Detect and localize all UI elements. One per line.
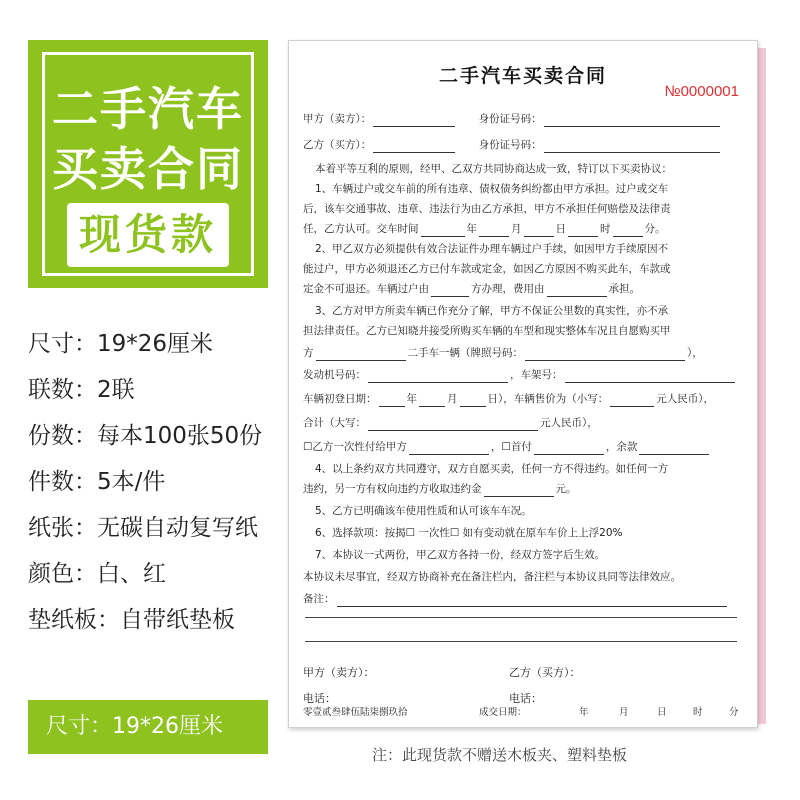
promo-frame xyxy=(42,52,254,276)
clause-8: 本协议未尽事宜，经双方协商补充在备注栏内，备注栏与本协议具同等法律效应。 xyxy=(303,571,681,583)
handover-day-field[interactable] xyxy=(524,225,554,237)
transfer-party-field[interactable] xyxy=(431,285,469,297)
handover-year-field[interactable] xyxy=(421,225,465,237)
spec-item: 垫纸板：自带纸垫板 xyxy=(28,606,235,633)
promo-panel xyxy=(28,40,268,288)
spec-item: 颜色：白、红 xyxy=(28,560,166,587)
signature-row: 甲方（卖方）： 乙方（买方）： xyxy=(303,666,581,679)
plate-number-field[interactable] xyxy=(525,349,685,361)
party-a-id-field[interactable] xyxy=(544,115,720,127)
engine-number-field[interactable] xyxy=(368,371,508,383)
bottom-note: 注：此现货款不赠送木板夹、塑料垫板 xyxy=(372,746,628,764)
size-banner xyxy=(28,700,268,754)
phone-row: 电话： 电话： xyxy=(303,692,542,705)
spec-item: 件数：5本/件 xyxy=(28,468,166,495)
clause-2-transfer: 定金不可退还。车辆过户由 方办理，费用由 承担。 xyxy=(303,283,640,295)
reg-day-field[interactable] xyxy=(460,395,486,407)
form-title: 二手汽车买卖合同 xyxy=(438,65,607,87)
clause-4: 4、以上条约双方共同遵守，双方自愿买卖，任何一方不得违约。如任何一方 xyxy=(315,463,669,475)
handover-minute-field[interactable] xyxy=(613,225,643,237)
clause-6: 6、选择款项：按揭☐ 一次性☐ 如有变动就在原车车价上上浮20% xyxy=(315,527,623,539)
spec-item: 尺寸：19*26厘米 xyxy=(28,330,214,357)
clause-1: 1、车辆过户或交车前的所有违章、债权债务纠纷都由甲方承担。过户或交车 xyxy=(315,183,669,195)
clause-4-cont: 违约，另一方有权向违约方收取违约金 元。 xyxy=(303,483,577,495)
size-banner-label: 尺寸：19*26厘米 xyxy=(46,714,223,739)
handover-month-field[interactable] xyxy=(479,225,509,237)
remark-field[interactable] xyxy=(337,595,727,607)
promo-badge xyxy=(67,203,229,267)
remark-line[interactable] xyxy=(305,617,737,618)
clause-3-vehicle: 方 二手车一辆（牌照号码： ）， xyxy=(303,347,703,359)
capital-numerals: 零壹贰叁肆伍陆柒捌玖拾 xyxy=(303,707,408,718)
reg-year-field[interactable] xyxy=(379,395,405,407)
remark-line[interactable] xyxy=(305,641,737,642)
fee-party-field[interactable] xyxy=(547,285,607,297)
serial-number: №0000001 xyxy=(664,83,739,100)
spec-item: 联数：2联 xyxy=(28,376,135,403)
registration-row: 车辆初登日期： 年 月 日），车辆售价为（小写： 元人民币）， xyxy=(303,393,714,405)
party-a-field[interactable] xyxy=(373,115,455,127)
spec-item: 份数：每本100张50份 xyxy=(28,422,263,449)
promo-badge-label: 现货款 xyxy=(78,210,217,259)
price-figures-field[interactable] xyxy=(610,395,654,407)
remark-row: 备注： xyxy=(303,591,741,607)
promo-title-line2: 买卖合同 xyxy=(52,142,244,196)
down-payment-field[interactable] xyxy=(534,443,604,455)
party-b-field[interactable] xyxy=(373,141,455,153)
clause-3-cont: 担法律责任。乙方已知晓并接受所购买车辆的车型和现实整体车况且自愿购买甲 xyxy=(303,325,671,337)
party-b-id-field[interactable] xyxy=(544,141,720,153)
contract-form xyxy=(288,40,758,728)
clause-1-cont: 后，该车交通事故、违章、违法行为由乙方承担，甲方不承担任何赔偿及法律责 xyxy=(303,203,671,215)
seller-name-field[interactable] xyxy=(316,349,406,361)
spec-item: 纸张：无碳自动复写纸 xyxy=(28,514,258,541)
full-payment-field[interactable] xyxy=(409,443,489,455)
payment-row: ☐乙方一次性付给甲方 ，☐首付 ，余款 xyxy=(303,439,741,455)
promo-title-line1: 二手汽车 xyxy=(52,82,244,136)
clause-2-cont: 能过户，甲方必须退还乙方已付车款或定金，如因乙方原因不购买此车，车款或 xyxy=(303,263,671,275)
frame-number-field[interactable] xyxy=(565,371,735,383)
clause-1-time: 任，乙方认可。交车时间 年 月 日 时 分。 xyxy=(303,223,666,235)
engine-row: 发动机号码： ，车架号： xyxy=(303,367,741,383)
clause-2: 2、甲乙双方必须提供有效合法证件办理车辆过户手续，如因甲方手续原因不 xyxy=(315,243,669,255)
reg-month-field[interactable] xyxy=(419,395,445,407)
total-words-field[interactable] xyxy=(368,419,538,431)
penalty-field[interactable] xyxy=(484,485,554,497)
total-row: 合计（大写： 元人民币）， xyxy=(303,417,598,429)
intro-text: 本着平等互利的原则，经甲、乙双方共同协商达成一致，特订以下买卖协议： xyxy=(315,163,672,175)
date-row: 零壹贰叁肆伍陆柒捌玖拾 成交日期： 年 月 日 时 分 xyxy=(303,707,739,718)
balance-field[interactable] xyxy=(639,443,709,455)
clause-5: 5、乙方已明确该车使用性质和认可该车车况。 xyxy=(315,505,532,517)
handover-hour-field[interactable] xyxy=(568,225,598,237)
party-b-row: 乙方（买方）： 身份证号码： xyxy=(303,137,741,153)
spec-list xyxy=(28,318,288,640)
clause-7: 7、本协议一式两份，甲乙双方各持一份，经双方签字后生效。 xyxy=(315,549,606,561)
clause-3: 3、乙方对甲方所卖车辆已作充分了解，甲方不保证公里数的真实性，亦不承 xyxy=(315,305,669,317)
party-a-row: 甲方（卖方）： 身份证号码： xyxy=(303,111,741,127)
